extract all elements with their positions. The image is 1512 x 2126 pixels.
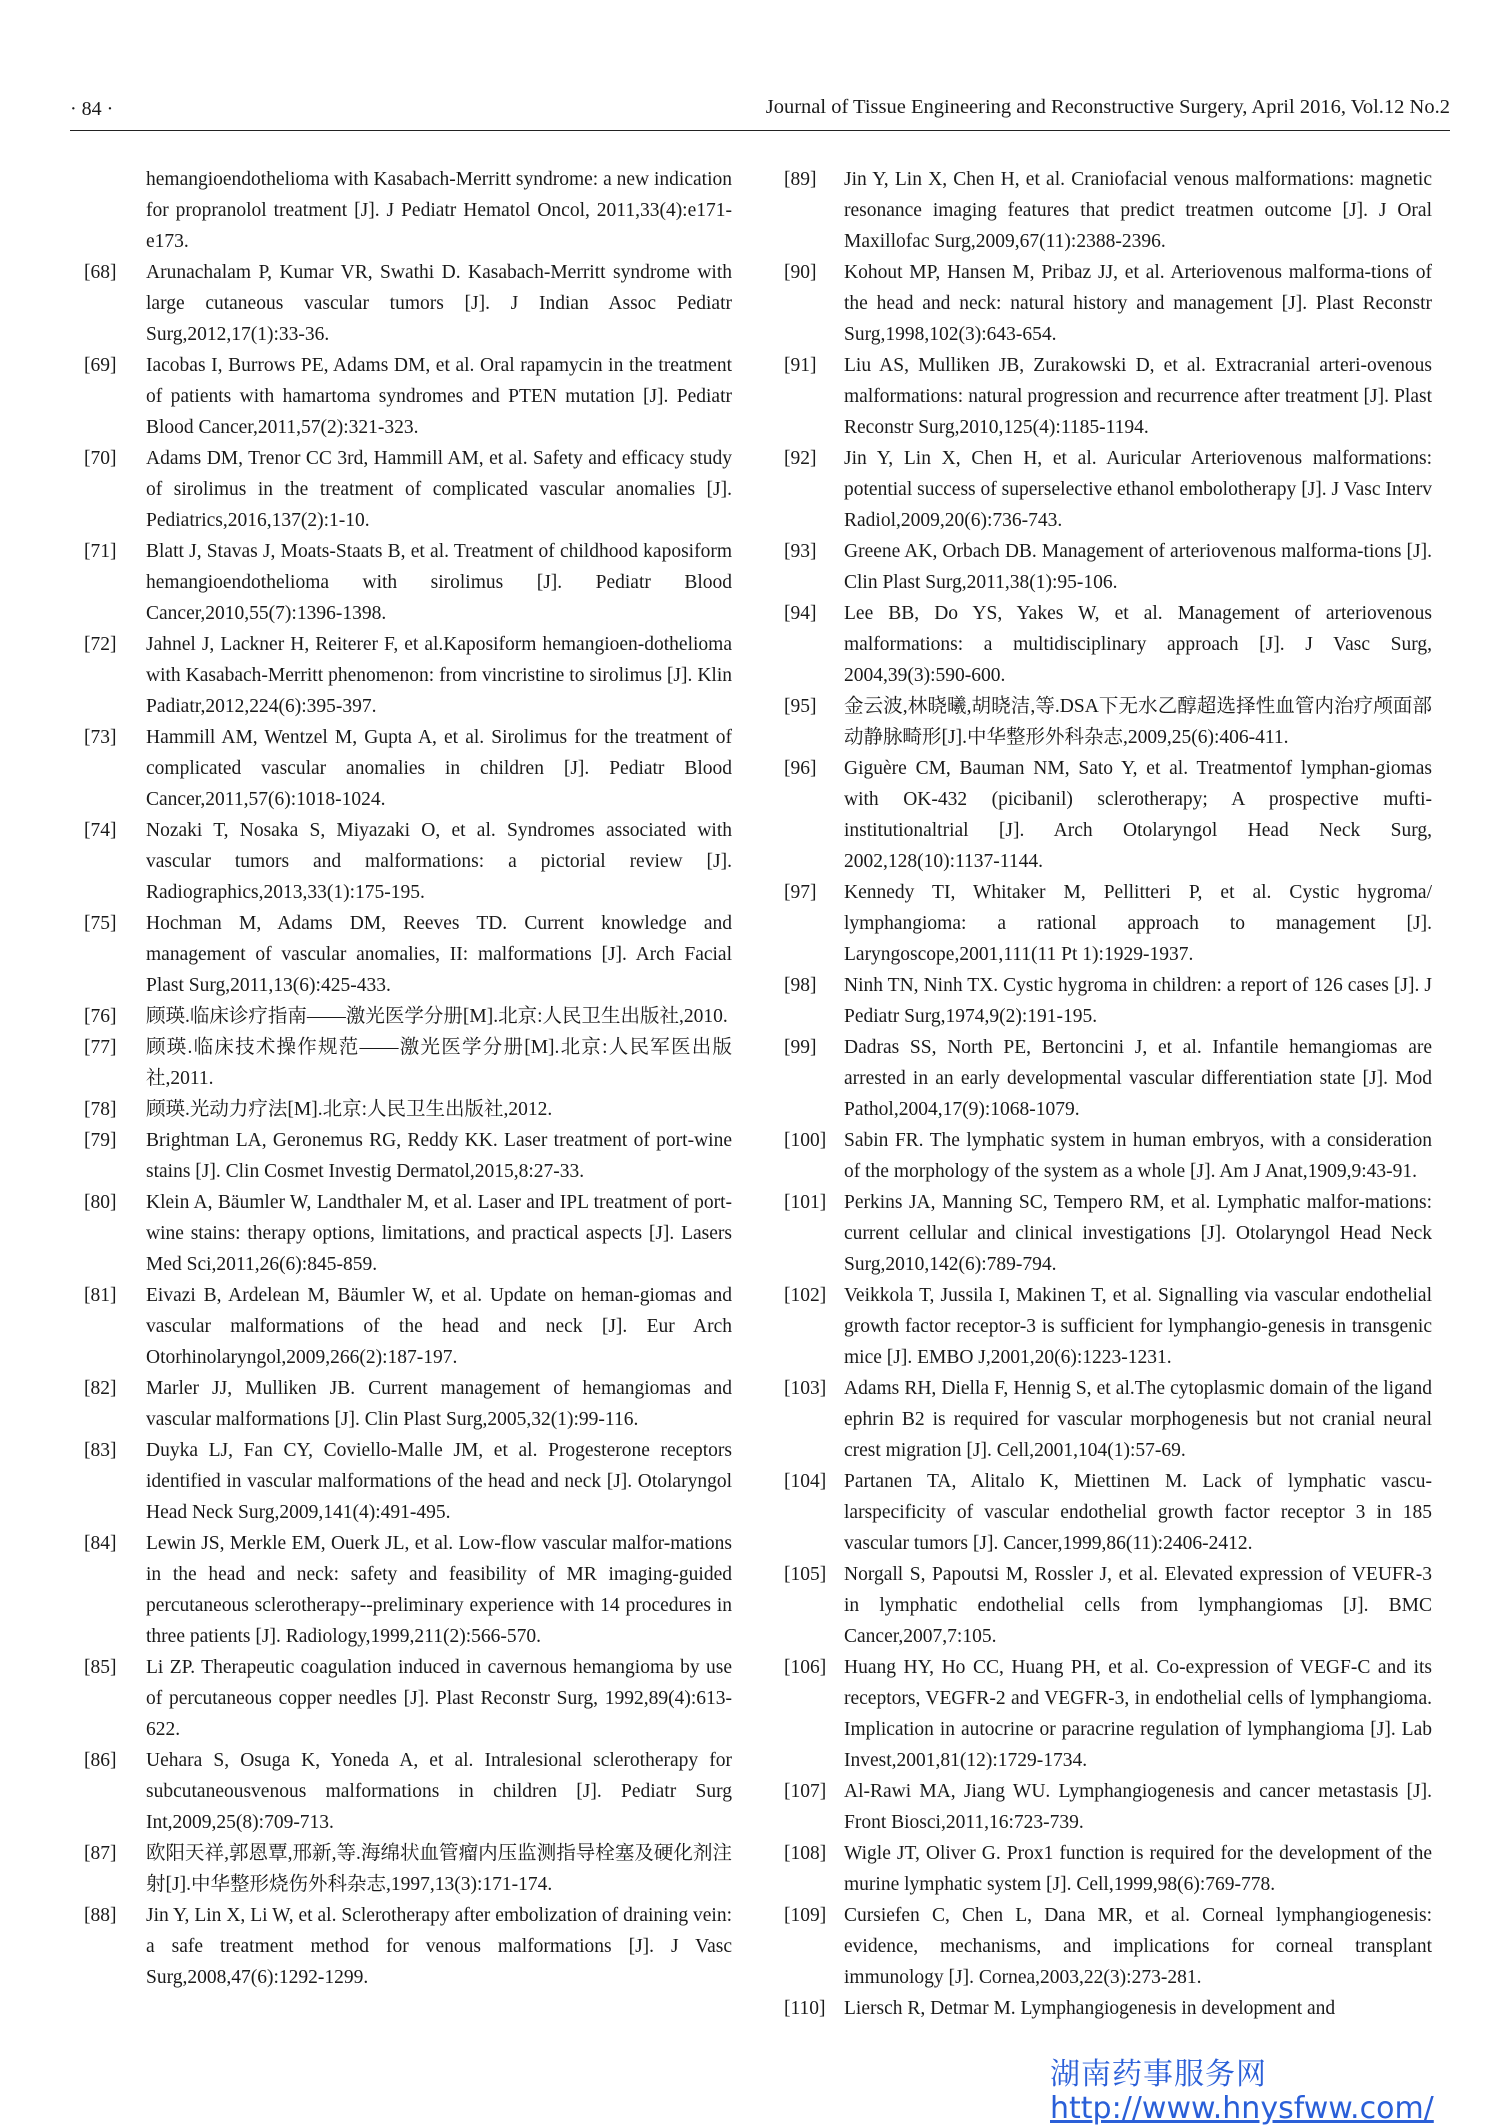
- reference-item: [784, 1125, 1432, 1187]
- reference-text: Partanen TA, Alitalo K, Miettinen M. Lack of lymphatic vascu-larspecificity of vascular endothelial growth factor receptor 3 in 185 vascular tumors [J]. Cancer,1999,86(11):2406-2412.: [844, 1471, 1432, 1554]
- reference-number: [93]: [784, 541, 817, 562]
- reference-number: [103]: [784, 1378, 827, 1399]
- reference-text: Greene AK, Orbach DB. Management of arteriovenous malforma-tions [J]. Clin Plast Surg,2011,38(1):95-106.: [844, 541, 1432, 593]
- reference-number: [86]: [84, 1750, 117, 1771]
- reference-text: Al-Rawi MA, Jiang WU. Lymphangiogenesis and cancer metastasis [J]. Front Biosci,2011,16:723-739.: [844, 1781, 1432, 1833]
- reference-text: Adams RH, Diella F, Hennig S, et al.The cytoplasmic domain of the ligand ephrin B2 is required for vascular morphogenesis but not cranial neural crest migration [J]. Cell,2001,104(1):57-69.: [844, 1378, 1432, 1461]
- reference-text: Kohout MP, Hansen M, Pribaz JJ, et al. Arteriovenous malforma-tions of the head and neck: natural history and management [J]. Plast Reconstr Surg,1998,102(3):643-654.: [844, 262, 1432, 345]
- reference-text: Dadras SS, North PE, Bertoncini J, et al. Infantile hemangiomas are arrested in an early developmental vascular differentiation state [J]. Mod Pathol,2004,17(9):1068-1079.: [844, 1037, 1432, 1120]
- reference-text: Uehara S, Osuga K, Yoneda A, et al. Intralesional sclerotherapy for subcutaneousvenous malformations in children [J]. Pediatr Surg Int,2009,25(8):709-713.: [146, 1750, 732, 1833]
- reference-item: [84, 1528, 732, 1652]
- reference-number: [78]: [84, 1099, 117, 1120]
- journal-title: Journal of Tissue Engineering and Reconstructive Surgery, April 2016, Vol.12 No.2: [765, 96, 1450, 118]
- reference-text: 顾瑛.光动力疗法[M].北京:人民卫生出版社,2012.: [146, 1099, 553, 1120]
- reference-item: [84, 722, 732, 815]
- reference-item: [84, 1032, 732, 1094]
- reference-text: Iacobas I, Burrows PE, Adams DM, et al. Oral rapamycin in the treatment of patients with hamartoma syndromes and PTEN mutation [J]. Pediatr Blood Cancer,2011,57(2):321-323.: [146, 355, 732, 438]
- reference-number: [82]: [84, 1378, 117, 1399]
- reference-number: [109]: [784, 1905, 827, 1926]
- reference-item: [784, 753, 1432, 877]
- reference-text: Sabin FR. The lymphatic system in human embryos, with a consideration of the morphology of the system as a whole [J]. Am J Anat,1909,9:43-91.: [844, 1130, 1432, 1182]
- reference-number: [89]: [784, 169, 817, 190]
- reference-item: [84, 1435, 732, 1528]
- reference-number: [108]: [784, 1843, 827, 1864]
- reference-number: [71]: [84, 541, 117, 562]
- reference-text: Eivazi B, Ardelean M, Bäumler W, et al. Update on heman-giomas and vascular malformations of the head and neck [J]. Eur Arch Otorhinolaryngol,2009,266(2):187-197.: [146, 1285, 732, 1368]
- reference-text: Marler JJ, Mulliken JB. Current management of hemangiomas and vascular malformations [J]. Clin Plast Surg,2005,32(1):99-116.: [146, 1378, 732, 1430]
- reference-text: Klein A, Bäumler W, Landthaler M, et al. Laser and IPL treatment of port-wine stains: therapy options, limitations, and practical aspects [J]. Lasers Med Sci,2011,26(6):845-859.: [146, 1192, 732, 1275]
- reference-number: [91]: [784, 355, 817, 376]
- reference-item: [84, 629, 732, 722]
- reference-text: Norgall S, Papoutsi M, Rossler J, et al. Elevated expression of VEUFR-3 in lymphatic endothelial cells from lymphangiomas [J]. BMC Cancer,2007,7:105.: [844, 1564, 1432, 1647]
- reference-text: Giguère CM, Bauman NM, Sato Y, et al. Treatmentof lymphan-giomas with OK-432 (picibanil) sclerotherapy; A prospective mufti-institutionaltrial [J]. Arch Otolaryngol Head Neck Surg, 2002,128(10):1137-1144.: [844, 758, 1432, 872]
- reference-item: [784, 1373, 1432, 1466]
- references-right-column: [784, 164, 1432, 2024]
- reference-item: [784, 1187, 1432, 1280]
- reference-item: [84, 443, 732, 536]
- reference-item: [784, 536, 1432, 598]
- reference-number: [83]: [84, 1440, 117, 1461]
- reference-text: Cursiefen C, Chen L, Dana MR, et al. Corneal lymphangiogenesis: evidence, mechanisms, and implications for corneal transplant immunology [J]. Cornea,2003,22(3):273-281.: [844, 1905, 1432, 1988]
- reference-number: [79]: [84, 1130, 117, 1151]
- reference-text: Liersch R, Detmar M. Lymphangiogenesis in development and: [844, 1998, 1336, 2019]
- reference-item: [784, 1993, 1432, 2024]
- reference-item: [84, 1125, 732, 1187]
- reference-number: [92]: [784, 448, 817, 469]
- reference-text: Blatt J, Stavas J, Moats-Staats B, et al. Treatment of childhood kaposiform hemangioendothelioma with sirolimus [J]. Pediatr Blood Cancer,2010,55(7):1396-1398.: [146, 541, 732, 624]
- reference-item: [784, 443, 1432, 536]
- reference-number: [97]: [784, 882, 817, 903]
- reference-item: [84, 1373, 732, 1435]
- references-left-column: [84, 164, 732, 1993]
- reference-number: [101]: [784, 1192, 827, 1213]
- reference-number: [72]: [84, 634, 117, 655]
- reference-item: [784, 691, 1432, 753]
- reference-number: [98]: [784, 975, 817, 996]
- reference-number: [96]: [784, 758, 817, 779]
- watermark: [1050, 2058, 1434, 2126]
- reference-number: [77]: [84, 1037, 117, 1058]
- reference-text: Adams DM, Trenor CC 3rd, Hammill AM, et al. Safety and efficacy study of sirolimus in the treatment of complicated vascular anomalies [J]. Pediatrics,2016,137(2):1-10.: [146, 448, 732, 531]
- reference-text: Nozaki T, Nosaka S, Miyazaki O, et al. Syndromes associated with vascular tumors and malformations: a pictorial review [J]. Radiographics,2013,33(1):175-195.: [146, 820, 732, 903]
- reference-item: [84, 1652, 732, 1745]
- reference-text: Hochman M, Adams DM, Reeves TD. Current knowledge and management of vascular anomalies, II: malformations [J]. Arch Facial Plast Surg,2011,13(6):425-433.: [146, 913, 732, 996]
- reference-text: Li ZP. Therapeutic coagulation induced in cavernous hemangioma by use of percutaneous copper needles [J]. Plast Reconstr Surg, 1992,89(4):613-622.: [146, 1657, 732, 1740]
- reference-item: [84, 1745, 732, 1838]
- reference-number: [75]: [84, 913, 117, 934]
- reference-text: Brightman LA, Geronemus RG, Reddy KK. Laser treatment of port-wine stains [J]. Clin Cosmet Investig Dermatol,2015,8:27-33.: [146, 1130, 732, 1182]
- reference-item: [84, 1001, 732, 1032]
- reference-text: 顾瑛.临床诊疗指南——激光医学分册[M].北京:人民卫生出版社,2010.: [146, 1006, 728, 1027]
- reference-item: [784, 970, 1432, 1032]
- reference-text: 金云波,林晓曦,胡晓洁,等.DSA下无水乙醇超选择性血管内治疗颅面部动静脉畸形[J].中华整形外科杂志,2009,25(6):406-411.: [844, 696, 1432, 748]
- reference-text: Arunachalam P, Kumar VR, Swathi D. Kasabach-Merritt syndrome with large cutaneous vascular tumors [J]. J Indian Assoc Pediatr Surg,2012,17(1):33-36.: [146, 262, 732, 345]
- reference-list-right: [784, 164, 1432, 2024]
- reference-item: [84, 257, 732, 350]
- reference-number: [102]: [784, 1285, 827, 1306]
- reference-text: 欧阳天祥,郭恩覃,邢新,等.海绵状血管瘤内压监测指导栓塞及硬化剂注射[J].中华整形烧伤外科杂志,1997,13(3):171-174.: [146, 1843, 732, 1895]
- reference-text: Jahnel J, Lackner H, Reiterer F, et al.Kaposiform hemangioen-dothelioma with Kasabach-Merritt phenomenon: from vincristine to sirolimus [J]. Klin Padiatr,2012,224(6):395-397.: [146, 634, 732, 717]
- reference-number: [99]: [784, 1037, 817, 1058]
- reference-item: [84, 815, 732, 908]
- reference-item: [84, 1094, 732, 1125]
- reference-number: [68]: [84, 262, 117, 283]
- reference-number: [100]: [784, 1130, 827, 1151]
- reference-number: [80]: [84, 1192, 117, 1213]
- reference-text: Lee BB, Do YS, Yakes W, et al. Management of arteriovenous malformations: a multidisciplinary approach [J]. J Vasc Surg, 2004,39(3):590-600.: [844, 603, 1432, 686]
- reference-text: Huang HY, Ho CC, Huang PH, et al. Co-expression of VEGF-C and its receptors, VEGFR-2 and VEGFR-3, in endothelial cells of lymphangioma. Implication in autocrine or paracrine regulation of lymphangioma [J]. Lab Invest,2001,81(12):1729-1734.: [844, 1657, 1432, 1771]
- reference-item: [84, 908, 732, 1001]
- reference-number: [110]: [784, 1998, 826, 2019]
- reference-number: [95]: [784, 696, 817, 717]
- reference-item: [784, 1559, 1432, 1652]
- reference-item: [84, 536, 732, 629]
- watermark-title: 湖南药事服务网: [1050, 2057, 1267, 2092]
- reference-text: Veikkola T, Jussila I, Makinen T, et al. Signalling via vascular endothelial growth factor receptor-3 is sufficient for lymphangio-genesis in transgenic mice [J]. EMBO J,2001,20(6):1223-1231.: [844, 1285, 1432, 1368]
- reference-number: [74]: [84, 820, 117, 841]
- reference-item: [84, 350, 732, 443]
- reference-number: [106]: [784, 1657, 827, 1678]
- reference-text: Kennedy TI, Whitaker M, Pellitteri P, et al. Cystic hygroma/ lymphangioma: a rational approach to management [J]. Laryngoscope,2001,111(11 Pt 1):1929-1937.: [844, 882, 1432, 965]
- reference-text: Wigle JT, Oliver G. Prox1 function is required for the development of the murine lymphatic system [J]. Cell,1999,98(6):769-778.: [844, 1843, 1432, 1895]
- page-number: · 84 ·: [70, 98, 114, 120]
- reference-number: [87]: [84, 1843, 117, 1864]
- reference-item: [784, 877, 1432, 970]
- reference-item: [784, 350, 1432, 443]
- reference-number: [105]: [784, 1564, 827, 1585]
- reference-text: Duyka LJ, Fan CY, Coviello-Malle JM, et al. Progesterone receptors identified in vascular malformations of the head and neck [J]. Otolaryngol Head Neck Surg,2009,141(4):491-495.: [146, 1440, 732, 1523]
- reference-text: Hammill AM, Wentzel M, Gupta A, et al. Sirolimus for the treatment of complicated vascular anomalies in children [J]. Pediatr Blood Cancer,2011,57(6):1018-1024.: [146, 727, 732, 810]
- reference-number: [107]: [784, 1781, 827, 1802]
- reference-number: [84]: [84, 1533, 117, 1554]
- reference-number: [90]: [784, 262, 817, 283]
- reference-number: [104]: [784, 1471, 827, 1492]
- page-header: [70, 94, 1450, 131]
- reference-number: [76]: [84, 1006, 117, 1027]
- reference-text: Perkins JA, Manning SC, Tempero RM, et al. Lymphatic malfor-mations: current cellular and clinical investigations [J]. Otolaryngol Head Neck Surg,2010,142(6):789-794.: [844, 1192, 1432, 1275]
- reference-item: [784, 164, 1432, 257]
- reference-continuation: hemangioendothelioma with Kasabach-Merritt syndrome: a new indication for propranolol treatment [J]. J Pediatr Hematol Oncol, 2011,33(4):e171-e173.: [146, 169, 732, 252]
- reference-number: [81]: [84, 1285, 117, 1306]
- reference-item: [784, 1652, 1432, 1776]
- reference-text: Ninh TN, Ninh TX. Cystic hygroma in children: a report of 126 cases [J]. J Pediatr Surg,1974,9(2):191-195.: [844, 975, 1432, 1027]
- reference-number: [73]: [84, 727, 117, 748]
- reference-item: [784, 1900, 1432, 1993]
- reference-item: [784, 1280, 1432, 1373]
- reference-text: Jin Y, Lin X, Li W, et al. Sclerotherapy after embolization of draining vein: a safe treatment method for venous malformations [J]. J Vasc Surg,2008,47(6):1292-1299.: [146, 1905, 732, 1988]
- reference-text: Jin Y, Lin X, Chen H, et al. Auricular Arteriovenous malformations: potential success of superselective ethanol embolotherapy [J]. J Vasc Interv Radiol,2009,20(6):736-743.: [844, 448, 1432, 531]
- reference-text: Jin Y, Lin X, Chen H, et al. Craniofacial venous malformations: magnetic resonance imaging features that predict treatmen outcome [J]. J Oral Maxillofac Surg,2009,67(11):2388-2396.: [844, 169, 1432, 252]
- reference-item: [84, 1187, 732, 1280]
- reference-item: [84, 1280, 732, 1373]
- reference-text: Liu AS, Mulliken JB, Zurakowski D, et al. Extracranial arteri-ovenous malformations: natural progression and recurrence after treatment [J]. Plast Reconstr Surg,2010,125(4):1185-1194.: [844, 355, 1432, 438]
- reference-item: [84, 1900, 732, 1993]
- reference-text: Lewin JS, Merkle EM, Ouerk JL, et al. Low-flow vascular malfor-mations in the head and neck: safety and feasibility of MR imaging-guided percutaneous sclerotherapy--preliminary experience with 14 procedures in three patients [J]. Radiology,1999,211(2):566-570.: [146, 1533, 732, 1647]
- reference-item: [84, 1838, 732, 1900]
- reference-list-left: [84, 257, 732, 1993]
- reference-item: [784, 1032, 1432, 1125]
- reference-item: [784, 1838, 1432, 1900]
- reference-number: [85]: [84, 1657, 117, 1678]
- reference-item: [784, 257, 1432, 350]
- reference-number: [94]: [784, 603, 817, 624]
- reference-number: [69]: [84, 355, 117, 376]
- watermark-url[interactable]: http://www.hnysfww.com/: [1050, 2091, 1434, 2126]
- reference-text: 顾瑛.临床技术操作规范——激光医学分册[M].北京:人民军医出版社,2011.: [146, 1037, 732, 1089]
- reference-item: [784, 1776, 1432, 1838]
- reference-number: [88]: [84, 1905, 117, 1926]
- reference-item: [784, 598, 1432, 691]
- reference-number: [70]: [84, 448, 117, 469]
- reference-item: [784, 1466, 1432, 1559]
